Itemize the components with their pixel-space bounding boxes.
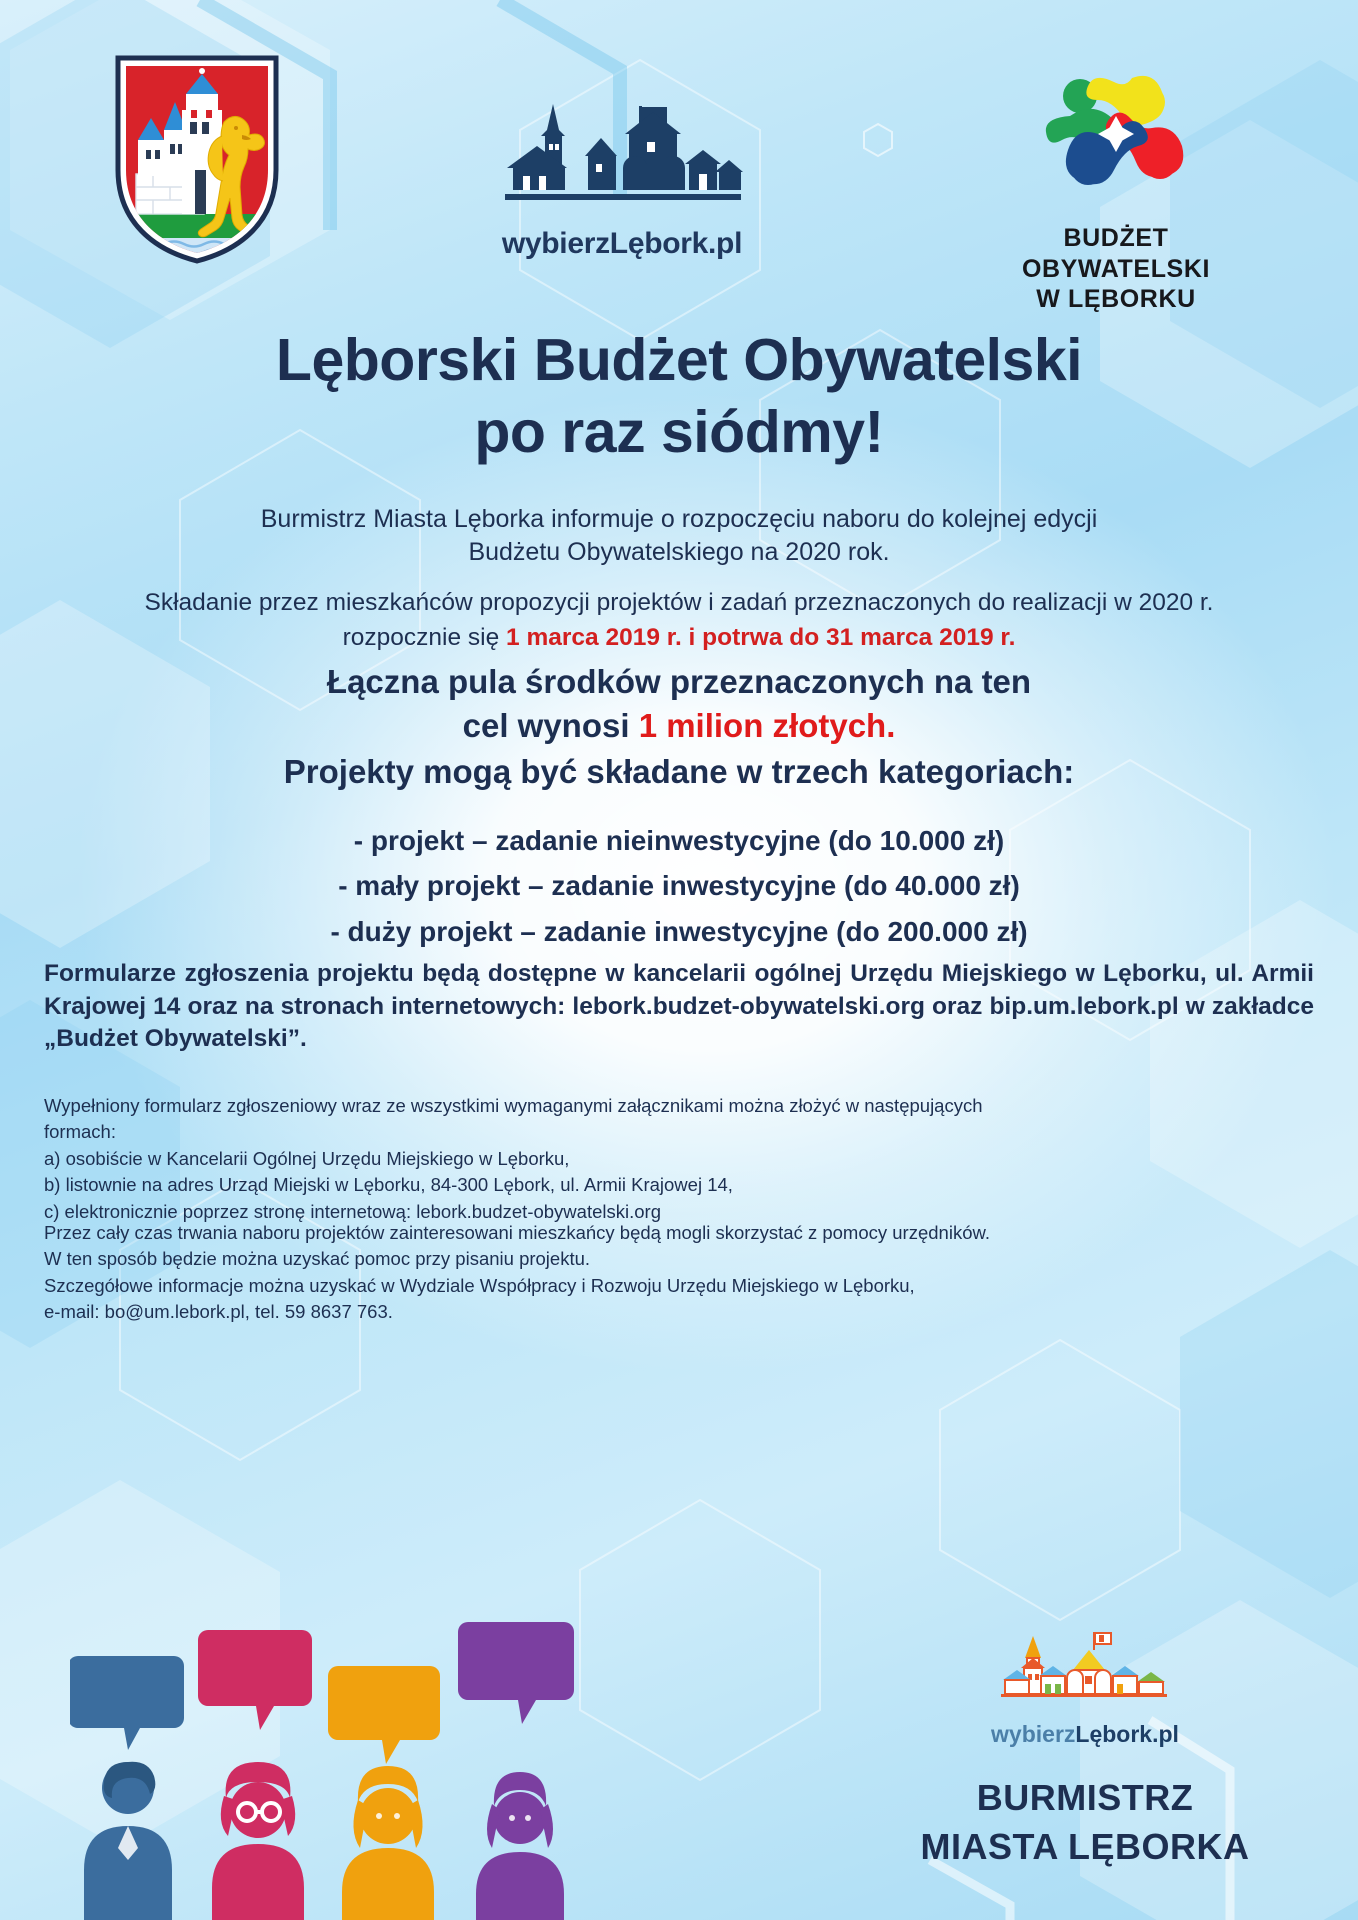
term-prefix: rozpocznie się — [342, 623, 507, 651]
intro-line-2: Budżetu Obywatelskiego na 2020 rok. — [468, 538, 890, 566]
pool-amount-highlight: 1 milion złotych. — [638, 706, 896, 744]
coat-of-arms — [112, 52, 282, 272]
four-people-pinwheel-icon — [1036, 58, 1196, 208]
term-line-2 — [40, 621, 1318, 656]
term-dates-highlight: 1 marca 2019 r. i potrwa do 31 marca 2019 r. — [506, 623, 1016, 651]
intro-paragraph — [0, 503, 1358, 569]
support-line-3: Szczegółowe informacje można uzyskać w Wydziale Współpracy i Rozwoju Urzędu Miejskiego w Lęborku, — [44, 1274, 915, 1296]
method-c: c) elektronicznie poprzez stronę internetową: lebork.budzet-obywatelski.org — [44, 1200, 661, 1222]
category-item: - duży projekt – zadanie inwestycyjne (do 200.000 zł) — [330, 915, 1028, 947]
pool-line-2 — [80, 704, 1278, 748]
page-title — [0, 325, 1358, 469]
method-b: b) listownie na adres Urząd Miejski w Lęborku, 84-300 Lębork, ul. Armii Krajowej 14, — [44, 1174, 733, 1196]
wybierz-lebork-logo — [472, 52, 772, 261]
support-line-1: Przez cały czas trwania naboru projektów zainteresowani mieszkańcy będą mogli skorzystać z pomocy urzędników. — [44, 1222, 990, 1243]
category-item: - projekt – zadanie nieinwestycyjne (do 10.000 zł) — [353, 825, 1005, 856]
person-purple — [458, 1622, 574, 1920]
bo-line-2: OBYWATELSKI — [1021, 254, 1211, 283]
intro-line-1: Burmistrz Miasta Lęborka informuje o rozpoczęciu naboru do kolejnej edycji — [260, 505, 1098, 533]
person-blue — [70, 1656, 184, 1920]
mayor-signature — [890, 1774, 1280, 1872]
submission-methods — [0, 1093, 1358, 1225]
wybierz-lebork-bottom-wordmark — [890, 1721, 1280, 1748]
support-info — [0, 1220, 1358, 1326]
signature-line-1: BURMISTRZ — [976, 1777, 1194, 1819]
budzet-obywatelski-title — [986, 223, 1246, 315]
citizens-illustration — [70, 1620, 710, 1920]
pool-prefix: cel wynosi — [462, 706, 639, 744]
people-with-speech-bubbles-icon — [70, 1620, 710, 1920]
support-line-2: W ten sposób będzie można uzyskać pomoc przy pisaniu projektu. — [44, 1248, 591, 1270]
categories-heading: Projekty mogą być składane w trzech kategoriach: — [283, 753, 1075, 790]
lebork-crest-icon — [112, 52, 282, 267]
pool-line-1: Łączna pula środków przeznaczonych na ten — [326, 663, 1032, 700]
wybierz-lebork-wordmark: wybierzLębork.pl — [501, 227, 743, 260]
person-pink — [198, 1630, 312, 1920]
submission-period — [0, 586, 1358, 656]
signature-line-2: MIASTA LĘBORKA — [920, 1826, 1250, 1868]
poster-header — [0, 52, 1358, 313]
forms-availability-paragraph: Formularze zgłoszenia projektu będą dostępne w kancelarii ogólnej Urzędu Miejskiego w Lęborku, ul. Armii Krajowej 14 oraz na stronach internetowych: lebork.budzet-obywatelski.org oraz bip.um.lebork.pl w zakładce „Budżet Obywatelski”. — [44, 960, 1314, 1053]
method-a: a) osobiście w Kancelarii Ogólnej Urzędu Miejskiego w Lęborku, — [44, 1147, 570, 1169]
mayor-signature-block — [890, 1628, 1280, 1872]
lebork-bold: Lębork.pl — [1075, 1721, 1179, 1748]
wybierz-light: wybierz — [991, 1721, 1076, 1748]
title-line-2: po raz siódmy! — [474, 398, 884, 465]
category-item: - mały projekt – zadanie inwestycyjne (do 40.000 zł) — [338, 870, 1020, 902]
bo-line-3: W LĘBORKU — [1036, 285, 1196, 313]
budzet-obywatelski-logo — [986, 52, 1246, 315]
term-line-1: Składanie przez mieszkańców propozycji projektów i zadań przeznaczonych do realizacji w 2020 r. — [144, 589, 1214, 616]
person-orange — [328, 1666, 440, 1920]
methods-lead-1: Wypełniony formularz zgłoszeniowy wraz ze wszystkimi wymaganymi załącznikami można złożyć w następujących — [44, 1095, 983, 1116]
title-line-1: Lęborski Budżet Obywatelski — [275, 327, 1083, 393]
bo-line-1: BUDŻET — [1063, 224, 1169, 252]
categories-list — [0, 818, 1358, 954]
city-skyline-icon — [489, 94, 755, 214]
colored-city-skyline-icon — [995, 1628, 1175, 1714]
budget-pool — [0, 660, 1358, 748]
support-contact: e-mail: bo@um.lebork.pl, tel. 59 8637 763. — [44, 1301, 393, 1323]
methods-lead-2: formach: — [44, 1121, 116, 1143]
